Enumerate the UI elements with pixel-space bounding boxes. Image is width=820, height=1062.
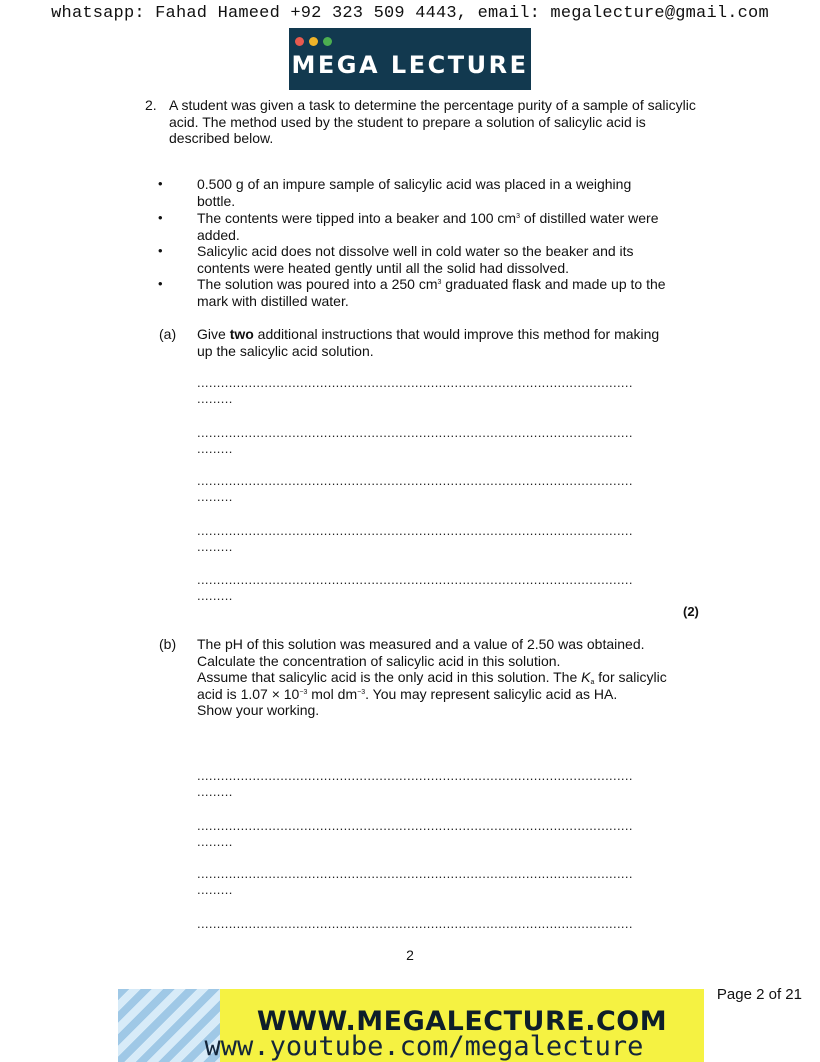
answer-line[interactable]: ..............................................................................................................: [197, 819, 633, 833]
instruction-text: Assume that salicylic acid is the only acid in this solution. The: [197, 669, 582, 685]
mega-lecture-logo: [289, 28, 531, 90]
answer-line-continuation: .........: [197, 392, 233, 406]
answer-line[interactable]: ..............................................................................................................: [197, 524, 633, 538]
exponent: −3: [299, 688, 308, 696]
answer-line-continuation: .........: [197, 540, 233, 554]
part-a-instruction: [197, 326, 667, 359]
contact-header: whatsapp: Fahad Hameed +92 323 509 4443, email: megalecture@gmail.com: [51, 4, 769, 23]
answer-line-continuation: .........: [197, 490, 233, 504]
instruction-line: The pH of this solution was measured and a value of 2.50 was obtained.: [197, 636, 645, 652]
page-of-count: Page 2 of 21: [716, 986, 802, 1003]
bullet-marker: •: [158, 210, 163, 225]
banner-youtube-link[interactable]: www.youtube.com/megalecture: [204, 1031, 644, 1062]
bullet-item: 0.500 g of an impure sample of salicylic acid was placed in a weighing bottle.: [197, 176, 632, 209]
superscript: 3: [437, 279, 442, 286]
answer-line-continuation: .........: [197, 442, 233, 456]
answer-line[interactable]: ..............................................................................................................: [197, 769, 633, 783]
part-a-marks: (2): [683, 604, 699, 619]
instruction-line: Show your working.: [197, 702, 320, 718]
bullet-text: The contents were tipped into a beaker and 100 cm: [197, 210, 517, 226]
logo-dot-red: [295, 37, 304, 46]
instruction-text: Give: [197, 326, 230, 342]
superscript: 3: [516, 213, 520, 220]
bullet-text: graduated flask and made up to the mark with distilled water.: [197, 276, 666, 309]
bullet-marker: •: [158, 176, 163, 191]
bullet-marker: •: [158, 276, 163, 291]
ka-subscript: a: [590, 679, 595, 686]
bullet-text: of distilled water were added.: [197, 210, 659, 243]
instruction-line: Calculate the concentration of salicylic acid in this solution.: [197, 652, 561, 669]
answer-line[interactable]: ..............................................................................................................: [197, 867, 633, 881]
part-a-label: (a): [159, 326, 177, 342]
logo-dot-yellow: [309, 37, 318, 46]
instruction-text: additional instructions that would improve this method for making up the salicylic acid solution.: [197, 326, 660, 359]
bullet-item: [197, 276, 667, 309]
instruction-line: [197, 669, 667, 702]
banner-website[interactable]: WWW.MEGALECTURE.COM: [256, 1006, 668, 1037]
answer-line[interactable]: ..............................................................................................................: [197, 917, 633, 931]
answer-line-continuation: .........: [197, 589, 233, 603]
bullet-text: The solution was poured into a 250 cm: [197, 276, 438, 292]
answer-line[interactable]: ..............................................................................................................: [197, 426, 633, 440]
part-b-instruction: [197, 636, 667, 719]
logo-text: MEGA LECTURE: [291, 51, 529, 79]
instruction-text: mol dm: [307, 685, 358, 702]
question-number: 2.: [145, 97, 157, 113]
instruction-text: for salicylic acid is 1.07 × 10: [197, 669, 667, 702]
exponent: −3: [357, 688, 366, 696]
page-number: 2: [406, 947, 414, 963]
answer-line-continuation: .........: [197, 883, 233, 897]
bullet-marker: •: [158, 243, 163, 258]
part-b-label: (b): [159, 636, 177, 652]
footer-banner: [118, 989, 704, 1062]
answer-line-continuation: .........: [197, 835, 233, 849]
answer-line[interactable]: ..............................................................................................................: [197, 474, 633, 488]
answer-line[interactable]: ..............................................................................................................: [197, 573, 633, 587]
instruction-bold: two: [229, 326, 254, 342]
question-stem: A student was given a task to determine the percentage purity of a sample of salicylic acid. The method used by the student to prepare a solution of salicylic acid is described below.: [169, 97, 696, 146]
logo-dot-green: [323, 37, 332, 46]
answer-line[interactable]: ..............................................................................................................: [197, 376, 633, 390]
bullet-item: Salicylic acid does not dissolve well in cold water so the beaker and its contents were heated gently until all the solid had dissolved.: [197, 243, 634, 276]
answer-line-continuation: .........: [197, 785, 233, 799]
bullet-item: [197, 210, 667, 243]
instruction-text: . You may represent salicylic acid as HA.: [365, 685, 618, 702]
ka-symbol: K: [581, 669, 591, 685]
logo-dots: [295, 37, 332, 46]
